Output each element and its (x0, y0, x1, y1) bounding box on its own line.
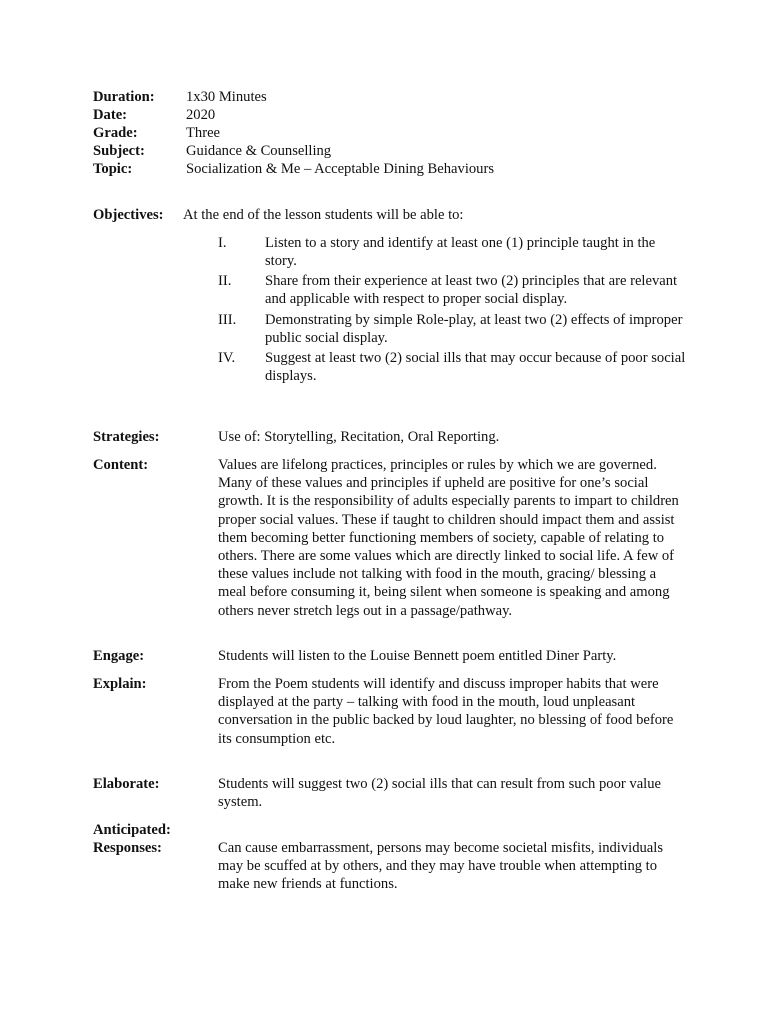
anticipated-label: Anticipated: (93, 822, 171, 838)
elaborate-text: Students will suggest two (2) social ills that can result from such poor value system. (218, 776, 662, 811)
objective-text: Share from their experience at least two (2) principles that are relevant and applicable with respect to proper social display. (265, 273, 678, 308)
objective-number: IV. (218, 350, 236, 366)
content-label: Content: (93, 457, 149, 473)
date-value: 2020 (186, 107, 216, 123)
elaborate-label: Elaborate: (93, 776, 160, 792)
strategies-text: Use of: Storytelling, Recitation, Oral Reporting. (218, 429, 500, 445)
duration-value: 1x30 Minutes (186, 89, 267, 105)
grade-value: Three (186, 125, 221, 141)
content-text: Values are lifelong practices, principles or rules by which we are governed. Many of these values and principles if upheld are positive for one’s social growth. It is the responsibility of adults especially parents to impart to children proper social values. These if taught to children should impact them and assist them becoming better functioning members of society, capable of relating to others. There are some values which are directly linked to social life. A few of these values include not talking with food in the mouth, gracing/ blessing a meal before consuming it, being silent when someone is speaking and among others never stretch legs out in a passage/pathway. (218, 457, 679, 619)
objective-text: Suggest at least two (2) social ills that may occur because of poor social displays. (265, 350, 686, 385)
objective-number: III. (218, 312, 237, 328)
objective-text: Listen to a story and identify at least one (1) principle taught in the story. (265, 235, 656, 270)
strategies-label: Strategies: (93, 429, 160, 445)
subject-label: Subject: (93, 143, 145, 159)
subject-value: Guidance & Counselling (186, 143, 332, 159)
engage-label: Engage: (93, 648, 145, 664)
topic-value: Socialization & Me – Acceptable Dining Behaviours (186, 161, 495, 177)
grade-label: Grade: (93, 125, 138, 141)
anticipated-responses-text: Can cause embarrassment, persons may become societal misfits, individuals may be scuffed at by others, and they may have trouble when attempting to make new friends at functions. (218, 840, 663, 893)
objectives-label: Objectives: (93, 207, 164, 223)
explain-text: From the Poem students will identify and discuss improper habits that were displayed at the party – talking with food in the mouth, loud unpleasant conversation in the public backed by loud laughter, no blessing of food before its consumption etc. (218, 676, 674, 747)
objective-number: I. (218, 235, 227, 251)
objective-number: II. (218, 273, 232, 289)
date-label: Date: (93, 107, 128, 123)
engage-text: Students will listen to the Louise Bennett poem entitled Diner Party. (218, 648, 617, 664)
responses-label: Responses: (93, 840, 162, 856)
objective-text: Demonstrating by simple Role-play, at least two (2) effects of improper public social display. (265, 312, 683, 347)
objectives-intro: At the end of the lesson students will be able to: (183, 207, 464, 223)
topic-label: Topic: (93, 161, 133, 177)
duration-label: Duration: (93, 89, 155, 105)
explain-label: Explain: (93, 676, 147, 692)
